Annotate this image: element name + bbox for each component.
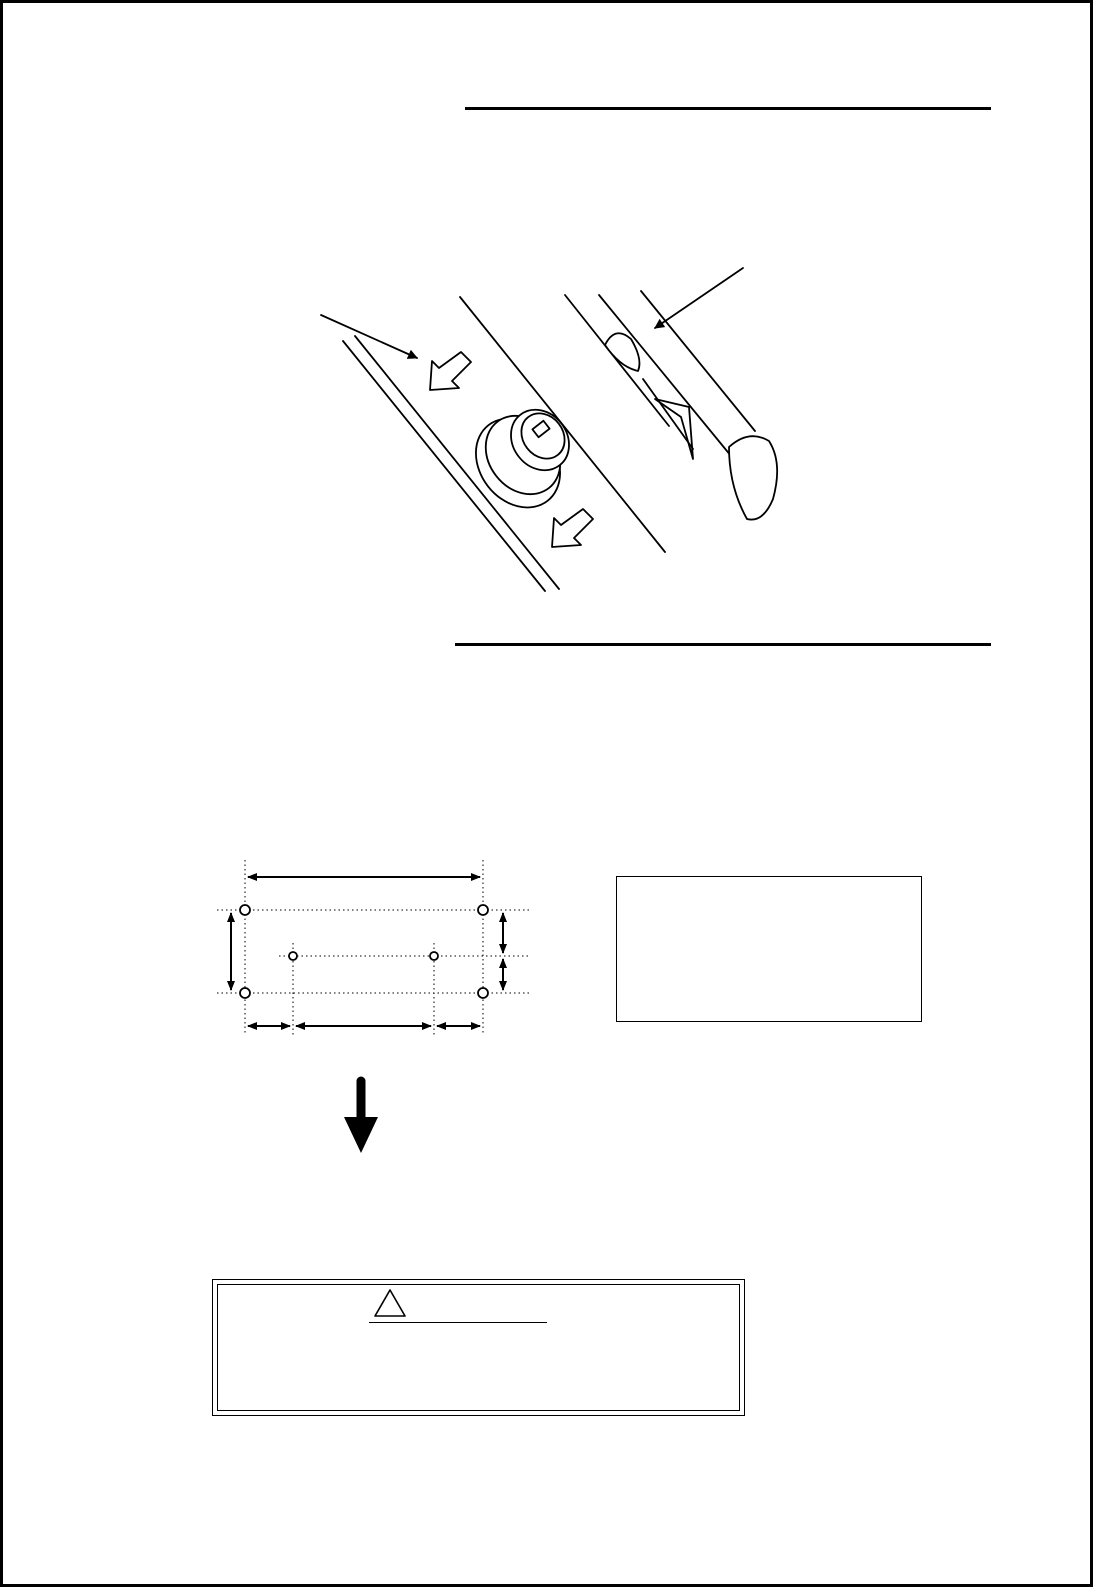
mounting-hole-icon: [430, 952, 438, 960]
mounting-hole-icon: [478, 905, 488, 915]
down-arrow-icon: [344, 1081, 378, 1153]
warning-triangle-icon: [373, 1288, 407, 1318]
mounting-hole-icon: [289, 952, 297, 960]
caution-box: [212, 1279, 745, 1416]
mounting-hole-icon: [478, 988, 488, 998]
mounting-hole-icon: [240, 905, 250, 915]
caution-heading-rule: [369, 1322, 547, 1323]
note-box: [616, 876, 922, 1022]
mounting-hole-icon: [240, 988, 250, 998]
caution-inner-frame: [217, 1284, 740, 1411]
